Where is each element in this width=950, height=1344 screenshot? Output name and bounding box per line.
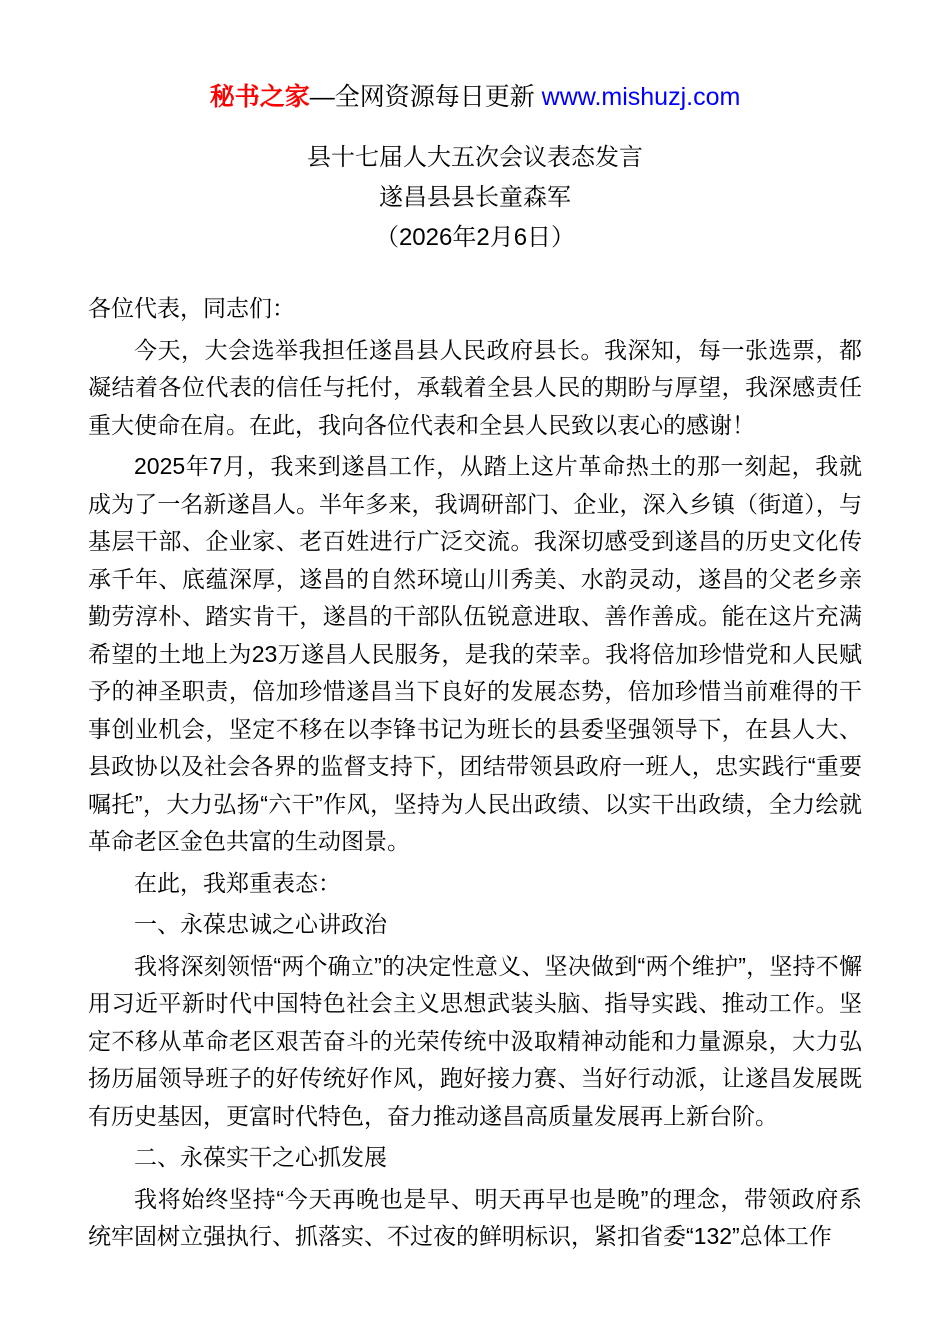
paragraph-pledge-intro: 在此，我郑重表态： xyxy=(134,869,341,896)
site-banner xyxy=(88,80,862,114)
document-author: 遂昌县县长童森军 xyxy=(379,184,571,211)
paragraph-background: 2025年7月，我来到遂昌工作，从踏上这片革命热土的那一刻起，我就成为了一名新遂昌人。半年多来，我调研部门、企业，深入乡镇（街道），与基层干部、企业家、老百姓进行广泛交流。我深切感受到遂昌的历史文化传承千年、底蕴深厚，遂昌的自然环境山川秀美、水韵灵动，遂昌的父老乡亲勤劳淳朴、踏实肯干，遂昌的干部队伍锐意进取、善作善成。能在这片充满希望的土地上为23万遂昌人民服务，是我的荣幸。我将倍加珍惜党和人民赋予的神圣职责，倍加珍惜遂昌当下良好的发展态势，倍加珍惜当前难得的干事创业机会，坚定不移在以李锋书记为班长的县委坚强领导下，在县人大、县政协以及社会各界的监督支持下，团结带领县政府一班人，忠实践行“重要嘱托”，大力弘扬“六干”作风，坚持为人民出政绩、以实干出政绩，全力绘就革命老区金色共富的生动图景。 xyxy=(88,453,862,854)
section-heading-1: 一、永葆忠诚之心讲政治 xyxy=(134,911,387,937)
document-body xyxy=(88,290,862,1256)
paragraph-thanks: 今天，大会选举我担任遂昌县人民政府县长。我深知，每一张选票，都凝结着各位代表的信任与托付，承载着全县人民的期盼与厚望，我深感责任重大使命在肩。在此，我向各位代表和全县人民致以衷心的感谢！ xyxy=(88,336,862,438)
document-title: 县十七届人大五次会议表态发言 xyxy=(307,144,643,171)
site-url-link[interactable]: www.mishuzj.com xyxy=(541,83,741,111)
document-date: （2026年2月6日） xyxy=(374,224,576,251)
salutation: 各位代表，同志们： xyxy=(88,295,295,321)
section-heading-2: 二、永葆实干之心抓发展 xyxy=(134,1144,387,1170)
paragraph-section-1: 我将深刻领悟“两个确立”的决定性意义、坚决做到“两个维护”，坚持不懈用习近平新时代中国特色社会主义思想武装头脑、指导实践、推动工作。坚定不移从革命老区艰苦奋斗的光荣传统中汲取精神动能和力量源泉，大力弘扬历届领导班子的好传统好作风，跑好接力赛、当好行动派，让遂昌发展既有历史基因，更富时代特色，奋力推动遂昌高质量发展再上新台阶。 xyxy=(88,952,862,1129)
site-brand: 秘书之家 xyxy=(209,83,310,111)
site-tagline: —全网资源每日更新 xyxy=(309,83,542,111)
paragraph-section-2: 我将始终坚持“今天再晚也是早、明天再早也是晚”的理念，带领政府系统牢固树立强执行、抓落实、不过夜的鲜明标识，紧扣省委“132”总体工作 xyxy=(88,1185,862,1249)
